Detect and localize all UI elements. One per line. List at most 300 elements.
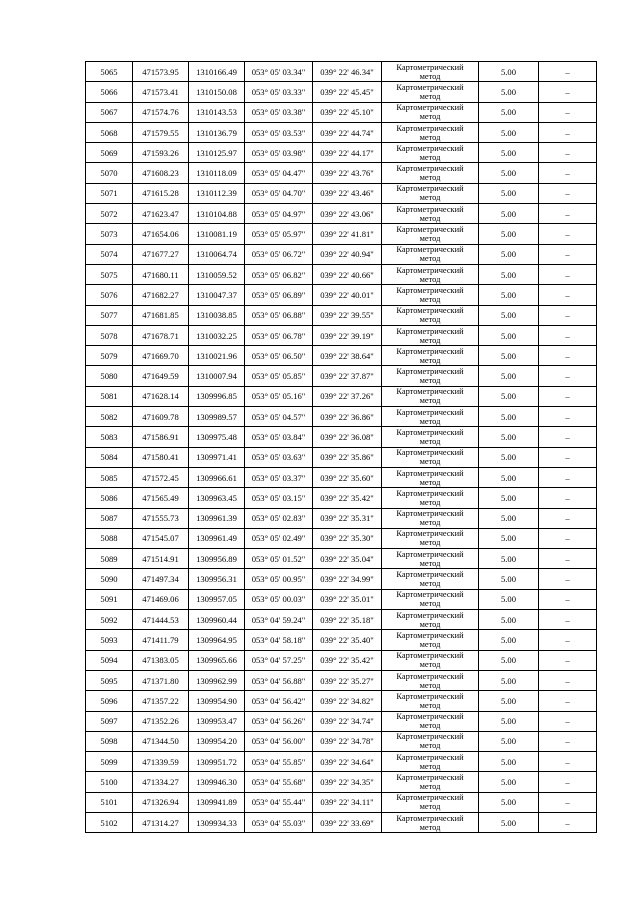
note-cell: – bbox=[539, 630, 597, 650]
table-row bbox=[86, 224, 597, 244]
x-coordinate-cell: 471326.94 bbox=[133, 792, 189, 812]
method-cell bbox=[382, 264, 479, 284]
note-cell: – bbox=[539, 102, 597, 122]
accuracy-cell: 5.00 bbox=[479, 285, 539, 305]
method-line-1: Картометрический bbox=[396, 427, 464, 437]
latitude-cell: 053° 04' 55.85" bbox=[245, 752, 313, 772]
table-row bbox=[86, 163, 597, 183]
y-coordinate-cell: 1309961.39 bbox=[189, 508, 245, 528]
point-number-cell: 5065 bbox=[86, 62, 133, 82]
table-row bbox=[86, 447, 597, 467]
method-line-2: метод bbox=[419, 822, 441, 832]
point-number-cell: 5082 bbox=[86, 407, 133, 427]
table-row bbox=[86, 346, 597, 366]
method-line-2: метод bbox=[419, 132, 441, 142]
note-cell: – bbox=[539, 447, 597, 467]
point-number-cell: 5073 bbox=[86, 224, 133, 244]
longitude-cell: 039° 22' 35.30" bbox=[313, 528, 382, 548]
point-number-cell: 5096 bbox=[86, 691, 133, 711]
accuracy-cell: 5.00 bbox=[479, 630, 539, 650]
latitude-cell: 053° 04' 58.18" bbox=[245, 630, 313, 650]
method-cell bbox=[382, 325, 479, 345]
longitude-cell: 039° 22' 39.55" bbox=[313, 305, 382, 325]
y-coordinate-cell: 1310104.88 bbox=[189, 204, 245, 224]
method-line-2: метод bbox=[419, 579, 441, 589]
latitude-cell: 053° 04' 55.03" bbox=[245, 812, 313, 832]
note-cell: – bbox=[539, 264, 597, 284]
table-row bbox=[86, 244, 597, 264]
method-cell bbox=[382, 102, 479, 122]
note-cell: – bbox=[539, 488, 597, 508]
x-coordinate-cell: 471609.78 bbox=[133, 407, 189, 427]
longitude-cell: 039° 22' 35.04" bbox=[313, 549, 382, 569]
x-coordinate-cell: 471573.95 bbox=[133, 62, 189, 82]
y-coordinate-cell: 1310059.52 bbox=[189, 264, 245, 284]
note-cell: – bbox=[539, 528, 597, 548]
y-coordinate-cell: 1309960.44 bbox=[189, 610, 245, 630]
note-cell: – bbox=[539, 670, 597, 690]
y-coordinate-cell: 1310143.53 bbox=[189, 102, 245, 122]
method-line-1: Картометрический bbox=[396, 793, 464, 803]
x-coordinate-cell: 471352.26 bbox=[133, 711, 189, 731]
x-coordinate-cell: 471565.49 bbox=[133, 488, 189, 508]
accuracy-cell: 5.00 bbox=[479, 569, 539, 589]
table-row bbox=[86, 569, 597, 589]
longitude-cell: 039° 22' 38.64" bbox=[313, 346, 382, 366]
method-line-1: Картометрический bbox=[396, 549, 464, 559]
longitude-cell: 039° 22' 40.66" bbox=[313, 264, 382, 284]
method-cell bbox=[382, 670, 479, 690]
y-coordinate-cell: 1309954.90 bbox=[189, 691, 245, 711]
method-line-1: Картометрический bbox=[396, 691, 464, 701]
point-number-cell: 5086 bbox=[86, 488, 133, 508]
method-line-2: метод bbox=[419, 294, 441, 304]
x-coordinate-cell: 471339.59 bbox=[133, 752, 189, 772]
point-number-cell: 5083 bbox=[86, 427, 133, 447]
method-line-2: метод bbox=[419, 721, 441, 731]
longitude-cell: 039° 22' 37.26" bbox=[313, 386, 382, 406]
note-cell: – bbox=[539, 183, 597, 203]
latitude-cell: 053° 04' 56.88" bbox=[245, 670, 313, 690]
longitude-cell: 039° 22' 34.82" bbox=[313, 691, 382, 711]
longitude-cell: 039° 22' 43.76" bbox=[313, 163, 382, 183]
table-row bbox=[86, 386, 597, 406]
point-number-cell: 5078 bbox=[86, 325, 133, 345]
table-row bbox=[86, 325, 597, 345]
method-line-2: метод bbox=[419, 355, 441, 365]
y-coordinate-cell: 1309934.33 bbox=[189, 812, 245, 832]
longitude-cell: 039° 22' 35.31" bbox=[313, 508, 382, 528]
accuracy-cell: 5.00 bbox=[479, 163, 539, 183]
y-coordinate-cell: 1309961.49 bbox=[189, 528, 245, 548]
point-number-cell: 5092 bbox=[86, 610, 133, 630]
table-row bbox=[86, 305, 597, 325]
method-cell bbox=[382, 508, 479, 528]
y-coordinate-cell: 1309966.61 bbox=[189, 467, 245, 487]
table-row bbox=[86, 82, 597, 102]
point-number-cell: 5095 bbox=[86, 670, 133, 690]
note-cell: – bbox=[539, 407, 597, 427]
point-number-cell: 5084 bbox=[86, 447, 133, 467]
method-line-2: метод bbox=[419, 782, 441, 792]
method-cell bbox=[382, 285, 479, 305]
method-line-2: метод bbox=[419, 538, 441, 548]
note-cell: – bbox=[539, 711, 597, 731]
x-coordinate-cell: 471682.27 bbox=[133, 285, 189, 305]
table-row bbox=[86, 630, 597, 650]
method-line-2: метод bbox=[419, 477, 441, 487]
x-coordinate-cell: 471334.27 bbox=[133, 772, 189, 792]
method-line-1: Картометрический bbox=[396, 204, 464, 214]
note-cell: – bbox=[539, 569, 597, 589]
method-cell bbox=[382, 569, 479, 589]
method-line-1: Картометрический bbox=[396, 671, 464, 681]
x-coordinate-cell: 471371.80 bbox=[133, 670, 189, 690]
table-row bbox=[86, 792, 597, 812]
table-row bbox=[86, 102, 597, 122]
method-cell bbox=[382, 630, 479, 650]
accuracy-cell: 5.00 bbox=[479, 589, 539, 609]
point-number-cell: 5093 bbox=[86, 630, 133, 650]
method-line-2: метод bbox=[419, 518, 441, 528]
latitude-cell: 053° 05' 03.33" bbox=[245, 82, 313, 102]
latitude-cell: 053° 05' 03.98" bbox=[245, 143, 313, 163]
point-number-cell: 5075 bbox=[86, 264, 133, 284]
latitude-cell: 053° 04' 57.25" bbox=[245, 650, 313, 670]
method-cell bbox=[382, 731, 479, 751]
y-coordinate-cell: 1310047.37 bbox=[189, 285, 245, 305]
accuracy-cell: 5.00 bbox=[479, 691, 539, 711]
accuracy-cell: 5.00 bbox=[479, 102, 539, 122]
method-line-1: Картометрический bbox=[396, 62, 464, 72]
method-line-1: Картометрический bbox=[396, 346, 464, 356]
method-cell bbox=[382, 427, 479, 447]
table-row bbox=[86, 691, 597, 711]
table-row bbox=[86, 812, 597, 832]
method-cell bbox=[382, 82, 479, 102]
point-number-cell: 5098 bbox=[86, 731, 133, 751]
x-coordinate-cell: 471514.91 bbox=[133, 549, 189, 569]
y-coordinate-cell: 1310007.94 bbox=[189, 366, 245, 386]
method-line-1: Картометрический bbox=[396, 225, 464, 235]
method-line-2: метод bbox=[419, 213, 441, 223]
longitude-cell: 039° 22' 34.74" bbox=[313, 711, 382, 731]
accuracy-cell: 5.00 bbox=[479, 549, 539, 569]
method-cell bbox=[382, 183, 479, 203]
accuracy-cell: 5.00 bbox=[479, 224, 539, 244]
note-cell: – bbox=[539, 143, 597, 163]
note-cell: – bbox=[539, 610, 597, 630]
longitude-cell: 039° 22' 40.01" bbox=[313, 285, 382, 305]
method-cell bbox=[382, 610, 479, 630]
longitude-cell: 039° 22' 34.35" bbox=[313, 772, 382, 792]
x-coordinate-cell: 471573.41 bbox=[133, 82, 189, 102]
note-cell: – bbox=[539, 650, 597, 670]
y-coordinate-cell: 1309996.85 bbox=[189, 386, 245, 406]
table-row bbox=[86, 610, 597, 630]
latitude-cell: 053° 05' 05.97" bbox=[245, 224, 313, 244]
x-coordinate-cell: 471608.23 bbox=[133, 163, 189, 183]
point-number-cell: 5089 bbox=[86, 549, 133, 569]
method-cell bbox=[382, 772, 479, 792]
point-number-cell: 5071 bbox=[86, 183, 133, 203]
coordinates-table-body bbox=[86, 62, 597, 833]
y-coordinate-cell: 1310081.19 bbox=[189, 224, 245, 244]
latitude-cell: 053° 05' 03.37" bbox=[245, 467, 313, 487]
point-number-cell: 5068 bbox=[86, 122, 133, 142]
table-row bbox=[86, 183, 597, 203]
point-number-cell: 5101 bbox=[86, 792, 133, 812]
y-coordinate-cell: 1310112.39 bbox=[189, 183, 245, 203]
table-row bbox=[86, 488, 597, 508]
method-line-1: Картометрический bbox=[396, 245, 464, 255]
note-cell: – bbox=[539, 122, 597, 142]
table-row bbox=[86, 711, 597, 731]
accuracy-cell: 5.00 bbox=[479, 407, 539, 427]
method-line-1: Картометрический bbox=[396, 590, 464, 600]
accuracy-cell: 5.00 bbox=[479, 447, 539, 467]
x-coordinate-cell: 471469.06 bbox=[133, 589, 189, 609]
coordinates-table bbox=[85, 61, 597, 833]
point-number-cell: 5097 bbox=[86, 711, 133, 731]
method-cell bbox=[382, 650, 479, 670]
latitude-cell: 053° 05' 06.72" bbox=[245, 244, 313, 264]
accuracy-cell: 5.00 bbox=[479, 508, 539, 528]
y-coordinate-cell: 1310136.79 bbox=[189, 122, 245, 142]
method-line-2: метод bbox=[419, 274, 441, 284]
x-coordinate-cell: 471572.45 bbox=[133, 467, 189, 487]
latitude-cell: 053° 05' 05.85" bbox=[245, 366, 313, 386]
longitude-cell: 039° 22' 46.34" bbox=[313, 62, 382, 82]
accuracy-cell: 5.00 bbox=[479, 305, 539, 325]
latitude-cell: 053° 05' 04.70" bbox=[245, 183, 313, 203]
x-coordinate-cell: 471649.59 bbox=[133, 366, 189, 386]
note-cell: – bbox=[539, 731, 597, 751]
latitude-cell: 053° 04' 56.00" bbox=[245, 731, 313, 751]
accuracy-cell: 5.00 bbox=[479, 264, 539, 284]
point-number-cell: 5076 bbox=[86, 285, 133, 305]
method-line-2: метод bbox=[419, 457, 441, 467]
method-cell bbox=[382, 589, 479, 609]
point-number-cell: 5094 bbox=[86, 650, 133, 670]
latitude-cell: 053° 05' 03.53" bbox=[245, 122, 313, 142]
method-cell bbox=[382, 549, 479, 569]
method-line-1: Картометрический bbox=[396, 143, 464, 153]
method-cell bbox=[382, 305, 479, 325]
longitude-cell: 039° 22' 44.74" bbox=[313, 122, 382, 142]
table-row bbox=[86, 670, 597, 690]
method-line-1: Картометрический bbox=[396, 712, 464, 722]
x-coordinate-cell: 471593.26 bbox=[133, 143, 189, 163]
note-cell: – bbox=[539, 549, 597, 569]
method-line-1: Картометрический bbox=[396, 752, 464, 762]
note-cell: – bbox=[539, 386, 597, 406]
table-row bbox=[86, 731, 597, 751]
accuracy-cell: 5.00 bbox=[479, 122, 539, 142]
method-line-2: метод bbox=[419, 335, 441, 345]
latitude-cell: 053° 05' 01.52" bbox=[245, 549, 313, 569]
table-row bbox=[86, 204, 597, 224]
note-cell: – bbox=[539, 752, 597, 772]
latitude-cell: 053° 05' 06.82" bbox=[245, 264, 313, 284]
note-cell: – bbox=[539, 366, 597, 386]
method-cell bbox=[382, 812, 479, 832]
method-cell bbox=[382, 467, 479, 487]
note-cell: – bbox=[539, 792, 597, 812]
method-line-1: Картометрический bbox=[396, 610, 464, 620]
latitude-cell: 053° 05' 03.63" bbox=[245, 447, 313, 467]
point-number-cell: 5077 bbox=[86, 305, 133, 325]
method-line-2: метод bbox=[419, 376, 441, 386]
accuracy-cell: 5.00 bbox=[479, 346, 539, 366]
method-line-1: Картометрический bbox=[396, 529, 464, 539]
longitude-cell: 039° 22' 35.60" bbox=[313, 467, 382, 487]
method-line-1: Картометрический bbox=[396, 184, 464, 194]
latitude-cell: 053° 05' 04.47" bbox=[245, 163, 313, 183]
y-coordinate-cell: 1309957.05 bbox=[189, 589, 245, 609]
point-number-cell: 5087 bbox=[86, 508, 133, 528]
latitude-cell: 053° 04' 56.42" bbox=[245, 691, 313, 711]
accuracy-cell: 5.00 bbox=[479, 772, 539, 792]
method-line-2: метод bbox=[419, 416, 441, 426]
method-line-1: Картометрический bbox=[396, 326, 464, 336]
longitude-cell: 039° 22' 45.45" bbox=[313, 82, 382, 102]
note-cell: – bbox=[539, 305, 597, 325]
method-cell bbox=[382, 752, 479, 772]
note-cell: – bbox=[539, 427, 597, 447]
note-cell: – bbox=[539, 244, 597, 264]
table-row bbox=[86, 407, 597, 427]
longitude-cell: 039° 22' 39.19" bbox=[313, 325, 382, 345]
y-coordinate-cell: 1310038.85 bbox=[189, 305, 245, 325]
table-row bbox=[86, 285, 597, 305]
note-cell: – bbox=[539, 346, 597, 366]
latitude-cell: 053° 05' 02.83" bbox=[245, 508, 313, 528]
table-row bbox=[86, 752, 597, 772]
note-cell: – bbox=[539, 224, 597, 244]
x-coordinate-cell: 471555.73 bbox=[133, 508, 189, 528]
x-coordinate-cell: 471497.34 bbox=[133, 569, 189, 589]
longitude-cell: 039° 22' 35.42" bbox=[313, 650, 382, 670]
accuracy-cell: 5.00 bbox=[479, 325, 539, 345]
method-line-2: метод bbox=[419, 639, 441, 649]
x-coordinate-cell: 471579.55 bbox=[133, 122, 189, 142]
method-line-2: метод bbox=[419, 741, 441, 751]
method-line-1: Картометрический bbox=[396, 164, 464, 174]
method-line-1: Картометрический bbox=[396, 265, 464, 275]
method-line-2: метод bbox=[419, 802, 441, 812]
table-row bbox=[86, 143, 597, 163]
accuracy-cell: 5.00 bbox=[479, 711, 539, 731]
accuracy-cell: 5.00 bbox=[479, 792, 539, 812]
point-number-cell: 5080 bbox=[86, 366, 133, 386]
method-line-2: метод bbox=[419, 112, 441, 122]
longitude-cell: 039° 22' 36.86" bbox=[313, 407, 382, 427]
method-line-1: Картометрический bbox=[396, 123, 464, 133]
y-coordinate-cell: 1309963.45 bbox=[189, 488, 245, 508]
method-line-2: метод bbox=[419, 660, 441, 670]
point-number-cell: 5100 bbox=[86, 772, 133, 792]
method-line-1: Картометрический bbox=[396, 103, 464, 113]
method-line-2: метод bbox=[419, 254, 441, 264]
x-coordinate-cell: 471615.28 bbox=[133, 183, 189, 203]
y-coordinate-cell: 1309954.20 bbox=[189, 731, 245, 751]
method-cell bbox=[382, 346, 479, 366]
latitude-cell: 053° 05' 06.78" bbox=[245, 325, 313, 345]
method-line-1: Картометрический bbox=[396, 651, 464, 661]
accuracy-cell: 5.00 bbox=[479, 812, 539, 832]
accuracy-cell: 5.00 bbox=[479, 650, 539, 670]
method-line-1: Картометрический bbox=[396, 367, 464, 377]
method-cell bbox=[382, 711, 479, 731]
point-number-cell: 5088 bbox=[86, 528, 133, 548]
method-line-1: Картометрический bbox=[396, 488, 464, 498]
longitude-cell: 039° 22' 33.69" bbox=[313, 812, 382, 832]
accuracy-cell: 5.00 bbox=[479, 82, 539, 102]
note-cell: – bbox=[539, 812, 597, 832]
accuracy-cell: 5.00 bbox=[479, 143, 539, 163]
y-coordinate-cell: 1309975.48 bbox=[189, 427, 245, 447]
table-row bbox=[86, 467, 597, 487]
method-cell bbox=[382, 488, 479, 508]
x-coordinate-cell: 471580.41 bbox=[133, 447, 189, 467]
x-coordinate-cell: 471344.50 bbox=[133, 731, 189, 751]
table-row bbox=[86, 62, 597, 82]
longitude-cell: 039° 22' 44.17" bbox=[313, 143, 382, 163]
longitude-cell: 039° 22' 36.08" bbox=[313, 427, 382, 447]
y-coordinate-cell: 1309941.89 bbox=[189, 792, 245, 812]
latitude-cell: 053° 05' 06.89" bbox=[245, 285, 313, 305]
longitude-cell: 039° 22' 34.99" bbox=[313, 569, 382, 589]
longitude-cell: 039° 22' 35.27" bbox=[313, 670, 382, 690]
method-line-1: Картометрический bbox=[396, 813, 464, 823]
accuracy-cell: 5.00 bbox=[479, 366, 539, 386]
point-number-cell: 5070 bbox=[86, 163, 133, 183]
x-coordinate-cell: 471677.27 bbox=[133, 244, 189, 264]
latitude-cell: 053° 05' 04.97" bbox=[245, 204, 313, 224]
method-line-2: метод bbox=[419, 680, 441, 690]
note-cell: – bbox=[539, 325, 597, 345]
method-cell bbox=[382, 62, 479, 82]
method-line-1: Картометрический bbox=[396, 468, 464, 478]
latitude-cell: 053° 05' 06.50" bbox=[245, 346, 313, 366]
note-cell: – bbox=[539, 589, 597, 609]
point-number-cell: 5069 bbox=[86, 143, 133, 163]
latitude-cell: 053° 05' 03.34" bbox=[245, 62, 313, 82]
x-coordinate-cell: 471678.71 bbox=[133, 325, 189, 345]
longitude-cell: 039° 22' 35.18" bbox=[313, 610, 382, 630]
y-coordinate-cell: 1310064.74 bbox=[189, 244, 245, 264]
method-line-2: метод bbox=[419, 173, 441, 183]
method-cell bbox=[382, 204, 479, 224]
latitude-cell: 053° 05' 04.57" bbox=[245, 407, 313, 427]
latitude-cell: 053° 05' 00.95" bbox=[245, 569, 313, 589]
method-line-2: метод bbox=[419, 91, 441, 101]
longitude-cell: 039° 22' 35.01" bbox=[313, 589, 382, 609]
method-line-2: метод bbox=[419, 234, 441, 244]
longitude-cell: 039° 22' 40.94" bbox=[313, 244, 382, 264]
method-line-2: метод bbox=[419, 396, 441, 406]
y-coordinate-cell: 1310125.97 bbox=[189, 143, 245, 163]
x-coordinate-cell: 471669.70 bbox=[133, 346, 189, 366]
method-line-1: Картометрический bbox=[396, 82, 464, 92]
method-cell bbox=[382, 691, 479, 711]
note-cell: – bbox=[539, 467, 597, 487]
y-coordinate-cell: 1309946.30 bbox=[189, 772, 245, 792]
method-cell bbox=[382, 224, 479, 244]
method-line-2: метод bbox=[419, 497, 441, 507]
latitude-cell: 053° 04' 56.26" bbox=[245, 711, 313, 731]
